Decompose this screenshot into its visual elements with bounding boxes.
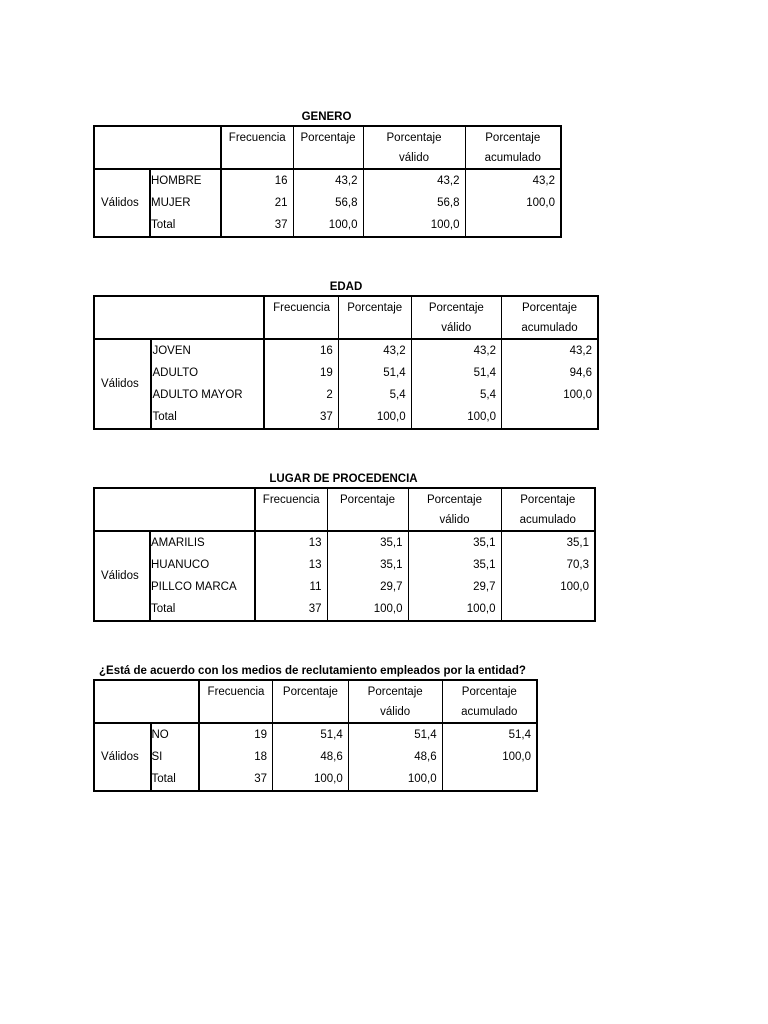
- porcentaje-acumulado-cell: 100,0: [442, 746, 537, 768]
- table-title: GENERO: [301, 111, 352, 123]
- group-label: Válidos: [94, 723, 151, 791]
- table-row: [94, 339, 598, 362]
- table-title: EDAD: [329, 281, 363, 293]
- category-cell: SI: [151, 751, 163, 763]
- header-porcentaje-acumulado: Porcentaje acumulado: [501, 296, 598, 339]
- frecuencia-cell: 37: [255, 598, 327, 621]
- table-block-edad: [93, 280, 599, 430]
- frecuencia-cell: 13: [255, 554, 327, 576]
- porcentaje-valido-cell: 100,0: [348, 768, 442, 791]
- header-frecuencia: Frecuencia: [255, 488, 327, 531]
- category-cell: PILLCO MARCA: [151, 581, 237, 593]
- porcentaje-valido-cell: 5,4: [411, 384, 501, 406]
- porcentaje-valido-cell: 51,4: [411, 362, 501, 384]
- frecuencia-cell: 16: [264, 339, 338, 362]
- header-porcentaje-acumulado: Porcentaje acumulado: [465, 126, 561, 169]
- header-porcentaje-acumulado: Porcentaje acumulado: [501, 488, 595, 531]
- header-porcentaje: Porcentaje: [338, 296, 411, 339]
- group-label: Válidos: [94, 339, 151, 429]
- table-row: [94, 598, 595, 621]
- porcentaje-valido-cell: 56,8: [363, 192, 465, 214]
- porcentaje-cell: 51,4: [338, 362, 411, 384]
- frecuencia-cell: 21: [221, 192, 293, 214]
- porcentaje-acumulado-cell: 100,0: [501, 384, 598, 406]
- table-block-lugar-de-procedencia: [93, 472, 594, 622]
- frecuencia-cell: 37: [221, 214, 293, 237]
- frecuencia-cell: 37: [264, 406, 338, 429]
- porcentaje-cell: 5,4: [338, 384, 411, 406]
- frecuencia-cell: 19: [264, 362, 338, 384]
- porcentaje-cell: 48,6: [273, 746, 349, 768]
- category-cell: ADULTO MAYOR: [152, 389, 243, 401]
- porcentaje-cell: 100,0: [338, 406, 411, 429]
- porcentaje-cell: 35,1: [327, 554, 408, 576]
- table-row: [94, 192, 561, 214]
- porcentaje-acumulado-cell: 100,0: [501, 576, 595, 598]
- porcentaje-valido-cell: 43,2: [363, 169, 465, 192]
- category-cell: AMARILIS: [151, 537, 205, 549]
- table-title: ¿Está de acuerdo con los medios de reclutamiento empleados por la entidad?: [99, 665, 526, 677]
- table-row: [94, 554, 595, 576]
- category-cell: Total: [151, 219, 176, 231]
- header-blank: [94, 680, 199, 723]
- frequency-table: [93, 125, 562, 238]
- porcentaje-acumulado-cell: [501, 598, 595, 621]
- table-row: [94, 406, 598, 429]
- header-frecuencia: Frecuencia: [264, 296, 338, 339]
- porcentaje-valido-cell: 43,2: [411, 339, 501, 362]
- porcentaje-valido-cell: 29,7: [408, 576, 501, 598]
- category-cell: HOMBRE: [151, 175, 202, 187]
- table-row: [94, 362, 598, 384]
- header-porcentaje: Porcentaje: [273, 680, 349, 723]
- category-cell: NO: [151, 729, 169, 741]
- frecuencia-cell: 18: [199, 746, 273, 768]
- category-cell: HUANUCO: [151, 559, 210, 571]
- porcentaje-cell: 100,0: [293, 214, 363, 237]
- porcentaje-cell: 51,4: [273, 723, 349, 746]
- header-frecuencia: Frecuencia: [221, 126, 293, 169]
- header-porcentaje-valido: Porcentaje válido: [408, 488, 501, 531]
- frecuencia-cell: 16: [221, 169, 293, 192]
- porcentaje-cell: 100,0: [273, 768, 349, 791]
- frequency-table: [93, 679, 538, 792]
- porcentaje-valido-cell: 100,0: [411, 406, 501, 429]
- porcentaje-acumulado-cell: 94,6: [501, 362, 598, 384]
- header-porcentaje-valido: Porcentaje válido: [363, 126, 465, 169]
- porcentaje-cell: 43,2: [293, 169, 363, 192]
- porcentaje-cell: 35,1: [327, 531, 408, 554]
- header-blank: [94, 488, 255, 531]
- porcentaje-cell: 56,8: [293, 192, 363, 214]
- group-label: Válidos: [94, 169, 150, 237]
- frecuencia-cell: 11: [255, 576, 327, 598]
- frequency-table: [93, 487, 596, 622]
- category-cell: MUJER: [151, 197, 191, 209]
- header-frecuencia: Frecuencia: [199, 680, 273, 723]
- table-row: [94, 531, 595, 554]
- table-row: [94, 384, 598, 406]
- frecuencia-cell: 13: [255, 531, 327, 554]
- header-blank: [94, 296, 264, 339]
- table-row: [94, 576, 595, 598]
- porcentaje-acumulado-cell: 51,4: [442, 723, 537, 746]
- porcentaje-acumulado-cell: 43,2: [465, 169, 561, 192]
- porcentaje-cell: 43,2: [338, 339, 411, 362]
- table-row: [94, 723, 537, 746]
- header-porcentaje: Porcentaje: [327, 488, 408, 531]
- table-row: [94, 768, 537, 791]
- porcentaje-valido-cell: 51,4: [348, 723, 442, 746]
- porcentaje-acumulado-cell: [501, 406, 598, 429]
- porcentaje-valido-cell: 100,0: [363, 214, 465, 237]
- table-row: [94, 746, 537, 768]
- porcentaje-cell: 100,0: [327, 598, 408, 621]
- porcentaje-valido-cell: 35,1: [408, 531, 501, 554]
- porcentaje-acumulado-cell: [442, 768, 537, 791]
- category-cell: ADULTO: [152, 367, 199, 379]
- porcentaje-acumulado-cell: 70,3: [501, 554, 595, 576]
- header-porcentaje-valido: Porcentaje válido: [348, 680, 442, 723]
- table-row: [94, 214, 561, 237]
- table-block-reclutamiento: [93, 664, 538, 792]
- frecuencia-cell: 37: [199, 768, 273, 791]
- porcentaje-acumulado-cell: 100,0: [465, 192, 561, 214]
- category-cell: Total: [151, 773, 176, 785]
- header-porcentaje: Porcentaje: [293, 126, 363, 169]
- porcentaje-acumulado-cell: [465, 214, 561, 237]
- group-label: Válidos: [94, 531, 150, 621]
- category-cell: JOVEN: [152, 345, 191, 357]
- porcentaje-valido-cell: 35,1: [408, 554, 501, 576]
- table-row: [94, 169, 561, 192]
- frequency-table: [93, 295, 599, 430]
- porcentaje-valido-cell: 100,0: [408, 598, 501, 621]
- table-block-genero: [93, 110, 560, 238]
- frecuencia-cell: 2: [264, 384, 338, 406]
- header-blank: [94, 126, 221, 169]
- table-title: LUGAR DE PROCEDENCIA: [269, 473, 418, 485]
- porcentaje-acumulado-cell: 43,2: [501, 339, 598, 362]
- category-cell: Total: [152, 411, 177, 423]
- category-cell: Total: [151, 603, 176, 615]
- frecuencia-cell: 19: [199, 723, 273, 746]
- header-porcentaje-valido: Porcentaje válido: [411, 296, 501, 339]
- porcentaje-cell: 29,7: [327, 576, 408, 598]
- porcentaje-valido-cell: 48,6: [348, 746, 442, 768]
- header-porcentaje-acumulado: Porcentaje acumulado: [442, 680, 537, 723]
- porcentaje-acumulado-cell: 35,1: [501, 531, 595, 554]
